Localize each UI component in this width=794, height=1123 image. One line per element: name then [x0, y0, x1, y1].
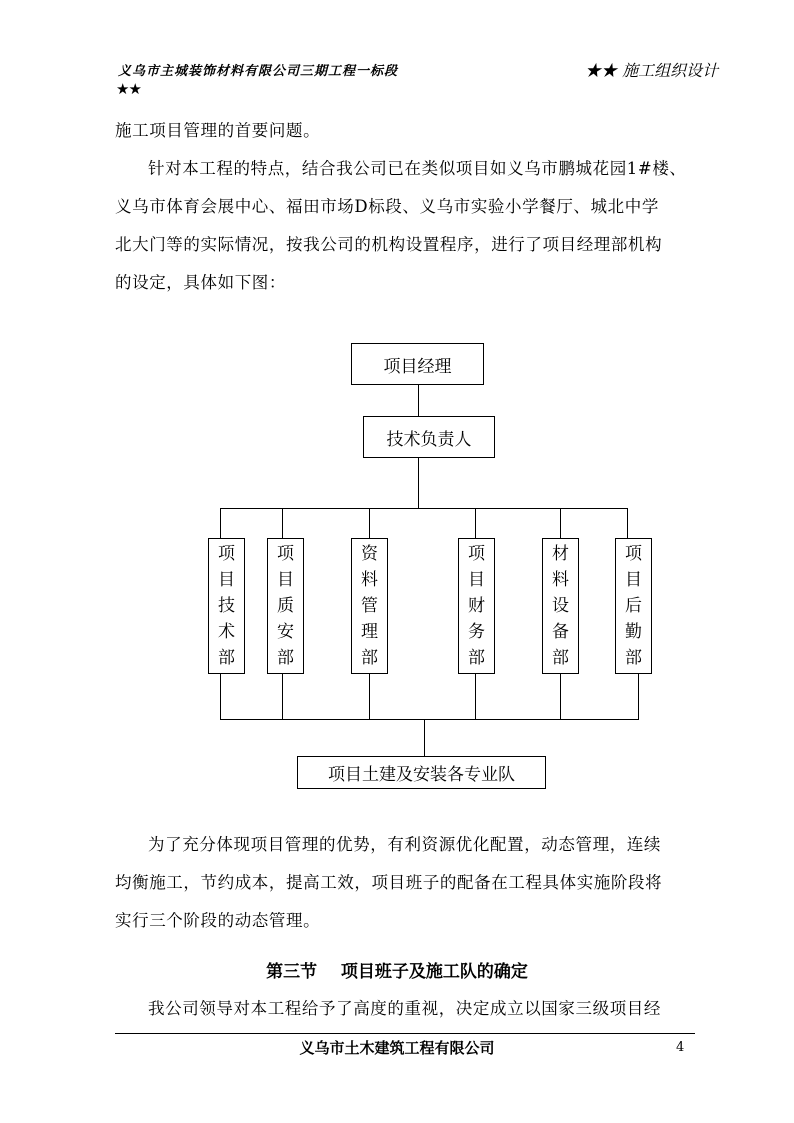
org-node-department [458, 538, 495, 674]
paragraph-line: 实行三个阶段的动态管理。 [115, 911, 321, 930]
department-label: 资 料 管 理 部 [361, 544, 378, 668]
paragraph-context [115, 150, 720, 302]
paragraph-line: 为了充分体现项目管理的优势，有利资源优化配置，动态管理，连续 [148, 835, 661, 854]
paragraph-line: 针对本工程的特点，结合我公司已在类似项目如义乌市鹏城花园1#楼、 [148, 159, 687, 178]
org-node-project-manager: 项目经理 [351, 343, 484, 385]
department-label: 项 目 后 勤 部 [625, 544, 642, 668]
paragraph-leadership: 我公司领导对本工程给予了高度的重视，决定成立以国家三级项目经 [148, 999, 661, 1018]
paragraph-line: 的设定，具体如下图： [115, 273, 286, 292]
paragraph-intro: 施工项目管理的首要问题。 [115, 121, 321, 140]
connector [627, 508, 628, 538]
connector [282, 508, 283, 538]
connector [220, 674, 221, 719]
paragraph-line: 义乌市体育会展中心、福田市场D标段、义乌市实验小学餐厅、城北中学 [115, 197, 659, 216]
connector [282, 674, 283, 719]
department-label: 项 目 技 术 部 [218, 544, 235, 668]
department-label: 项 目 质 安 部 [277, 544, 294, 668]
connector [369, 508, 370, 538]
connector [418, 385, 419, 416]
header-document-type: ★★ 施工组织设计 [585, 61, 719, 80]
org-node-department [208, 538, 245, 674]
org-node-department [351, 538, 388, 674]
paragraph-line: 均衡施工，节约成本，提高工效，项目班子的配备在工程具体实施阶段将 [115, 873, 663, 892]
connector [369, 674, 370, 719]
org-node-technical-lead: 技术负责人 [363, 416, 495, 458]
connector [475, 674, 476, 719]
section-title: 第三节 项目班子及施工队的确定 [266, 962, 528, 982]
page-number: 4 [676, 1040, 685, 1055]
connector [424, 719, 425, 756]
paragraph-management [115, 826, 720, 940]
org-node-department [542, 538, 579, 674]
department-label: 项 目 财 务 部 [468, 544, 485, 668]
org-node-specialty-teams: 项目土建及安装各专业队 [297, 756, 546, 789]
connector [638, 674, 639, 719]
connector [560, 508, 561, 538]
department-label: 材 料 设 备 部 [552, 544, 569, 668]
connector [418, 458, 419, 508]
connector [475, 508, 476, 538]
connector [560, 674, 561, 719]
header-project-title: 义乌市主城装饰材料有限公司三期工程一标段 [118, 64, 399, 79]
org-node-department [267, 538, 304, 674]
footer-company: 义乌市土木建筑工程有限公司 [299, 1039, 495, 1057]
footer-divider [115, 1033, 695, 1034]
connector [220, 719, 639, 720]
paragraph-line: 北大门等的实际情况，按我公司的机构设置程序，进行了项目经理部机构 [115, 235, 663, 254]
header-stars: ★★ [116, 80, 141, 98]
org-node-department [615, 538, 652, 674]
connector [220, 508, 221, 538]
